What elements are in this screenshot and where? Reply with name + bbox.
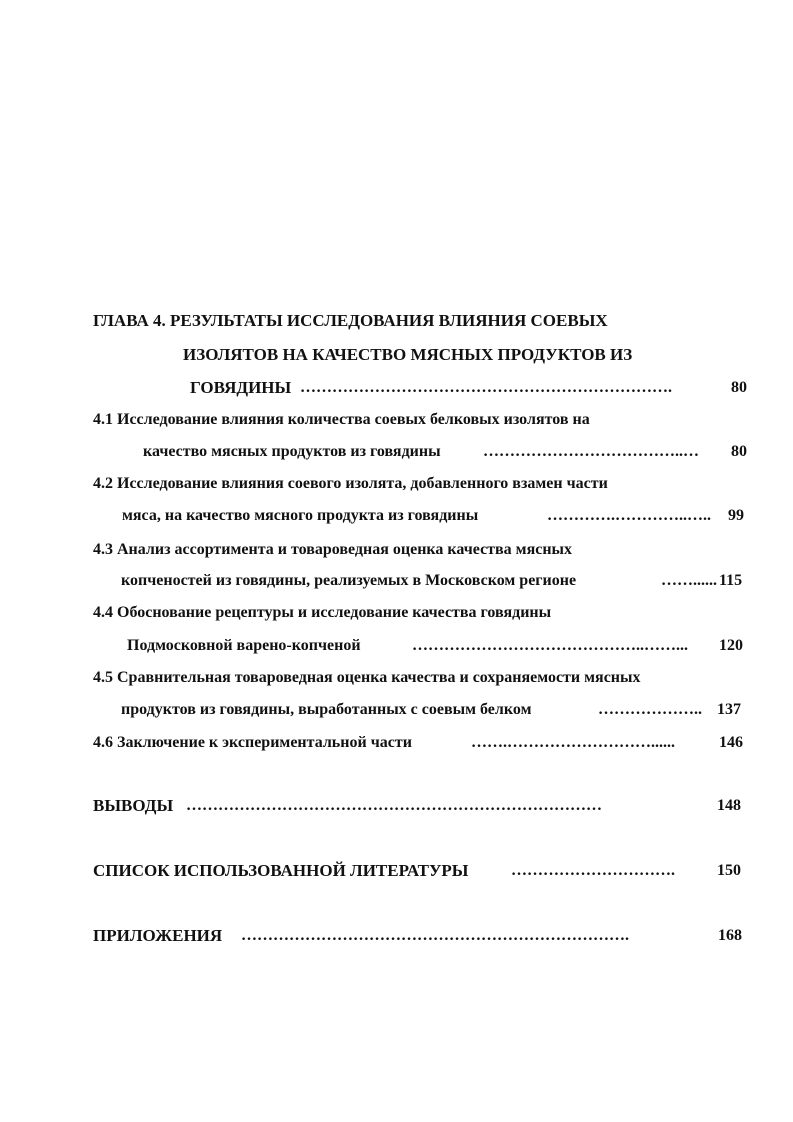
- chapter-4-heading-line-3: ГОВЯДИНЫ: [190, 378, 292, 397]
- section-4-2-leader-dots: ………….…………..…..: [547, 507, 711, 524]
- conclusions-page-number: 148: [717, 797, 741, 814]
- references-title: СПИСОК ИСПОЛЬЗОВАННОЙ ЛИТЕРАТУРЫ: [93, 861, 469, 880]
- section-4-4-leader-dots: ……………………………………..……...: [412, 637, 688, 654]
- chapter-4-heading-line-1: ГЛАВА 4. РЕЗУЛЬТАТЫ ИССЛЕДОВАНИЯ ВЛИЯНИЯ СОЕВЫХ: [93, 311, 608, 330]
- section-4-1-line-2: качество мясных продуктов из говядины: [143, 443, 441, 460]
- section-4-6-page-number: 146: [719, 734, 743, 751]
- references-page-number: 150: [717, 862, 741, 879]
- section-4-1-line-1: 4.1 Исследование влияния количества соевых белковых изолятов на: [93, 411, 590, 428]
- section-4-4-line-2: Подмосковной варено-копченой: [127, 637, 361, 654]
- appendices-page-number: 168: [718, 927, 742, 944]
- section-4-3-leader-dots: ……......: [661, 572, 717, 589]
- section-4-5-leader-dots: ………………..: [598, 701, 702, 718]
- section-4-3-line-2: копченостей из говядины, реализуемых в Московском регионе: [121, 572, 577, 589]
- section-4-2-line-1: 4.2 Исследование влияния соевого изолята, добавленного взамен части: [93, 475, 608, 492]
- section-4-5-line-2: продуктов из говядины, выработанных с соевым белком: [121, 701, 532, 718]
- section-4-5-line-1: 4.5 Сравнительная товароведная оценка качества и сохраняемости мясных: [93, 669, 641, 686]
- section-4-1-page-number: 80: [731, 443, 747, 460]
- chapter-4-heading-line-2: ИЗОЛЯТОВ НА КАЧЕСТВО МЯСНЫХ ПРОДУКТОВ ИЗ: [183, 345, 633, 364]
- section-4-3-page-number: 115: [719, 572, 743, 589]
- chapter-4-page-number: 80: [731, 379, 747, 396]
- section-4-4-line-1: 4.4 Обоснование рецептуры и исследование качества говядины: [93, 604, 552, 621]
- chapter-4-leader-dots: …………………………………………………………….: [300, 379, 672, 396]
- section-4-4-page-number: 120: [719, 637, 743, 654]
- section-4-6-leader-dots: …….………………………......: [471, 734, 675, 751]
- references-leader-dots: ………………………….: [511, 862, 675, 879]
- section-4-2-line-2: мяса, на качество мясного продукта из говядины: [122, 507, 479, 524]
- conclusions-title: ВЫВОДЫ: [93, 796, 174, 815]
- section-4-5-page-number: 137: [717, 701, 741, 718]
- appendices-leader-dots: ……………………………………………………………….: [241, 927, 629, 944]
- section-4-2-page-number: 99: [728, 507, 744, 524]
- conclusions-leader-dots: ……………………………………………………………………: [186, 797, 602, 814]
- section-4-6-line-1: 4.6 Заключение к экспериментальной части: [93, 734, 412, 751]
- appendices-title: ПРИЛОЖЕНИЯ: [93, 926, 223, 945]
- section-4-3-line-1: 4.3 Анализ ассортимента и товароведная оценка качества мясных: [93, 541, 573, 558]
- section-4-1-leader-dots: ………………………………..…: [483, 443, 699, 460]
